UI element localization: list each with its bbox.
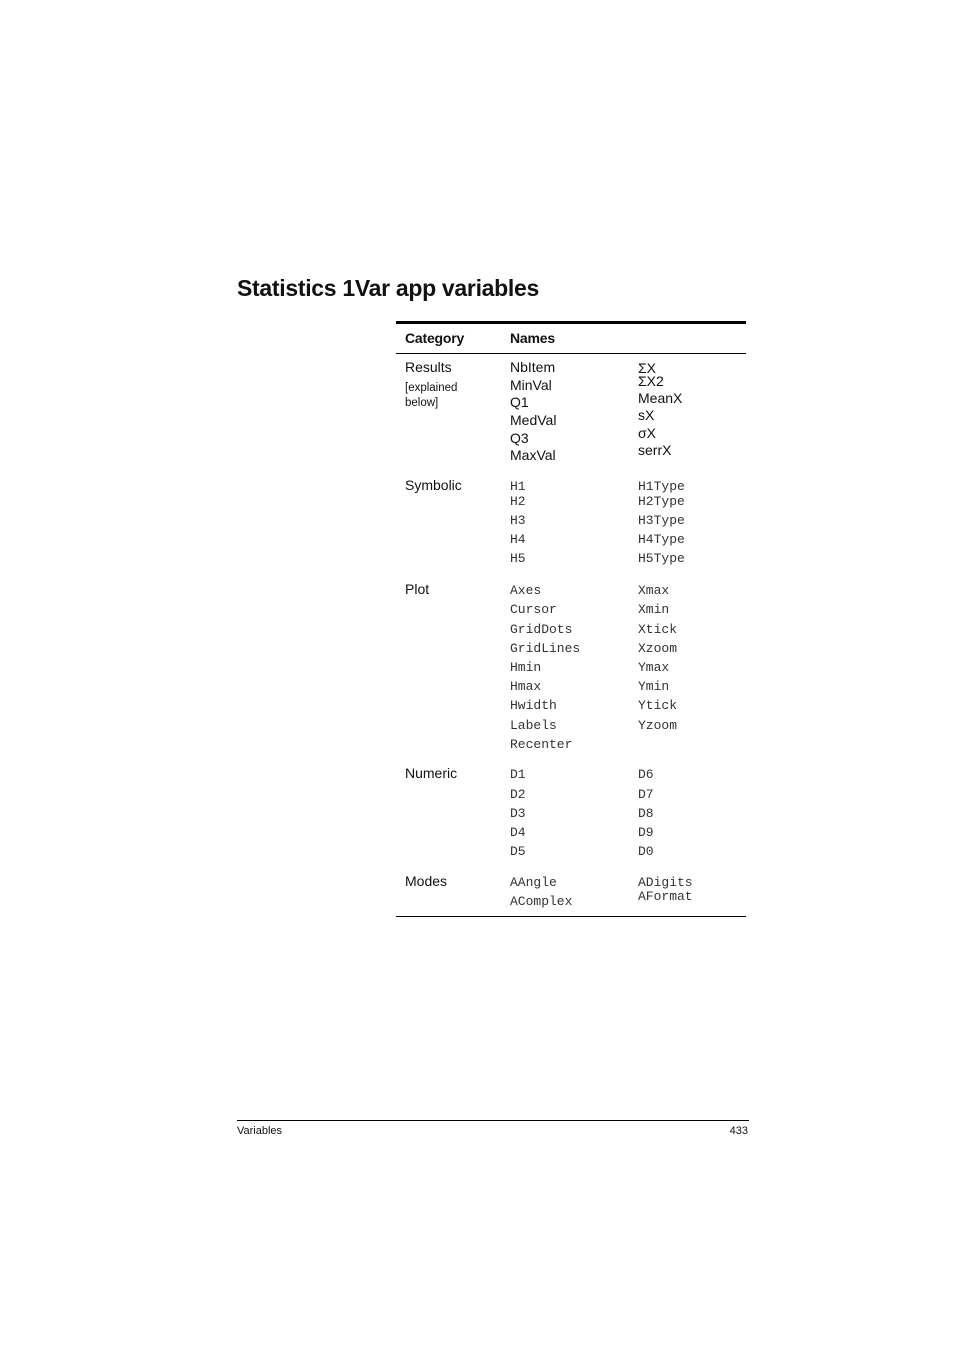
variable-name: D7 [638, 787, 654, 802]
variable-name: Axes [510, 583, 542, 598]
table-row [396, 354, 746, 472]
footer-section: Variables [237, 1125, 283, 1137]
category-note: [explained below] [405, 382, 458, 409]
category-label: Modes [405, 873, 448, 889]
page-number: 433 [729, 1125, 748, 1137]
variable-name: H4 [510, 532, 526, 547]
table-row [396, 578, 746, 760]
variable-name: H4Type [638, 532, 685, 547]
category-label: Results [405, 359, 452, 375]
variable-name: MaxVal [510, 447, 556, 463]
variable-name: H2Type [638, 494, 685, 509]
table-row [396, 474, 746, 576]
variable-name: Q3 [510, 430, 529, 446]
variable-name: Yzoom [638, 718, 678, 733]
variable-name: AAngle [510, 875, 557, 890]
variable-name: Xmax [638, 583, 670, 598]
variable-name: D9 [638, 825, 654, 840]
variable-name: Hwidth [510, 698, 557, 713]
category-label: Numeric [405, 765, 458, 781]
variable-name: Labels [510, 718, 557, 733]
variable-name: Ymax [638, 660, 670, 675]
variable-name: D3 [510, 806, 526, 821]
variable-name: GridLines [510, 641, 581, 656]
footer-rule [237, 1120, 749, 1121]
variable-name: ΣX [638, 360, 656, 376]
variable-name: MedVal [510, 412, 557, 428]
variable-name: Xtick [638, 622, 678, 637]
variable-name: sX [638, 407, 655, 423]
variable-name: MinVal [510, 377, 552, 393]
variable-name: D2 [510, 787, 526, 802]
variable-name: AFormat [638, 889, 693, 904]
table-row [396, 762, 746, 868]
variable-name: D6 [638, 767, 654, 782]
variable-name: H1Type [638, 479, 685, 494]
variable-name: GridDots [510, 622, 573, 637]
variable-name: D5 [510, 844, 526, 859]
variable-name: Recenter [510, 737, 573, 752]
variable-name: σX [638, 425, 656, 441]
variable-name: D4 [510, 825, 526, 840]
variable-name: H2 [510, 494, 526, 509]
page-title: Statistics 1Var app variables [237, 275, 539, 301]
variable-name: H3Type [638, 513, 685, 528]
variable-name: H3 [510, 513, 526, 528]
variable-name: ADigits [638, 875, 693, 890]
variable-name: Ymin [638, 679, 670, 694]
variable-name: H5Type [638, 551, 685, 566]
variable-name: H1 [510, 479, 526, 494]
category-label: Plot [405, 581, 430, 597]
variable-name: Q1 [510, 394, 529, 410]
header-category: Category [405, 330, 465, 346]
variable-name: Hmax [510, 679, 542, 694]
variable-name: serrX [638, 442, 672, 458]
variable-name: D8 [638, 806, 654, 821]
category-label: Symbolic [405, 477, 462, 493]
variable-name: Hmin [510, 660, 542, 675]
variable-name: Ytick [638, 698, 678, 713]
table-bottom-rule [396, 916, 746, 917]
variable-name: AComplex [510, 894, 573, 909]
variable-name: Xzoom [638, 641, 678, 656]
variable-name: Cursor [510, 602, 557, 617]
variable-name: H5 [510, 551, 526, 566]
variable-name: Xmin [638, 602, 670, 617]
table-header [396, 324, 746, 354]
table-row [396, 870, 746, 916]
variable-name: NbItem [510, 359, 556, 375]
variables-table [396, 321, 746, 909]
variable-name: MeanX [638, 390, 683, 406]
variable-name: D1 [510, 767, 526, 782]
variable-name: ΣX2 [638, 373, 664, 389]
variable-name: D0 [638, 844, 654, 859]
header-names: Names [510, 330, 555, 346]
